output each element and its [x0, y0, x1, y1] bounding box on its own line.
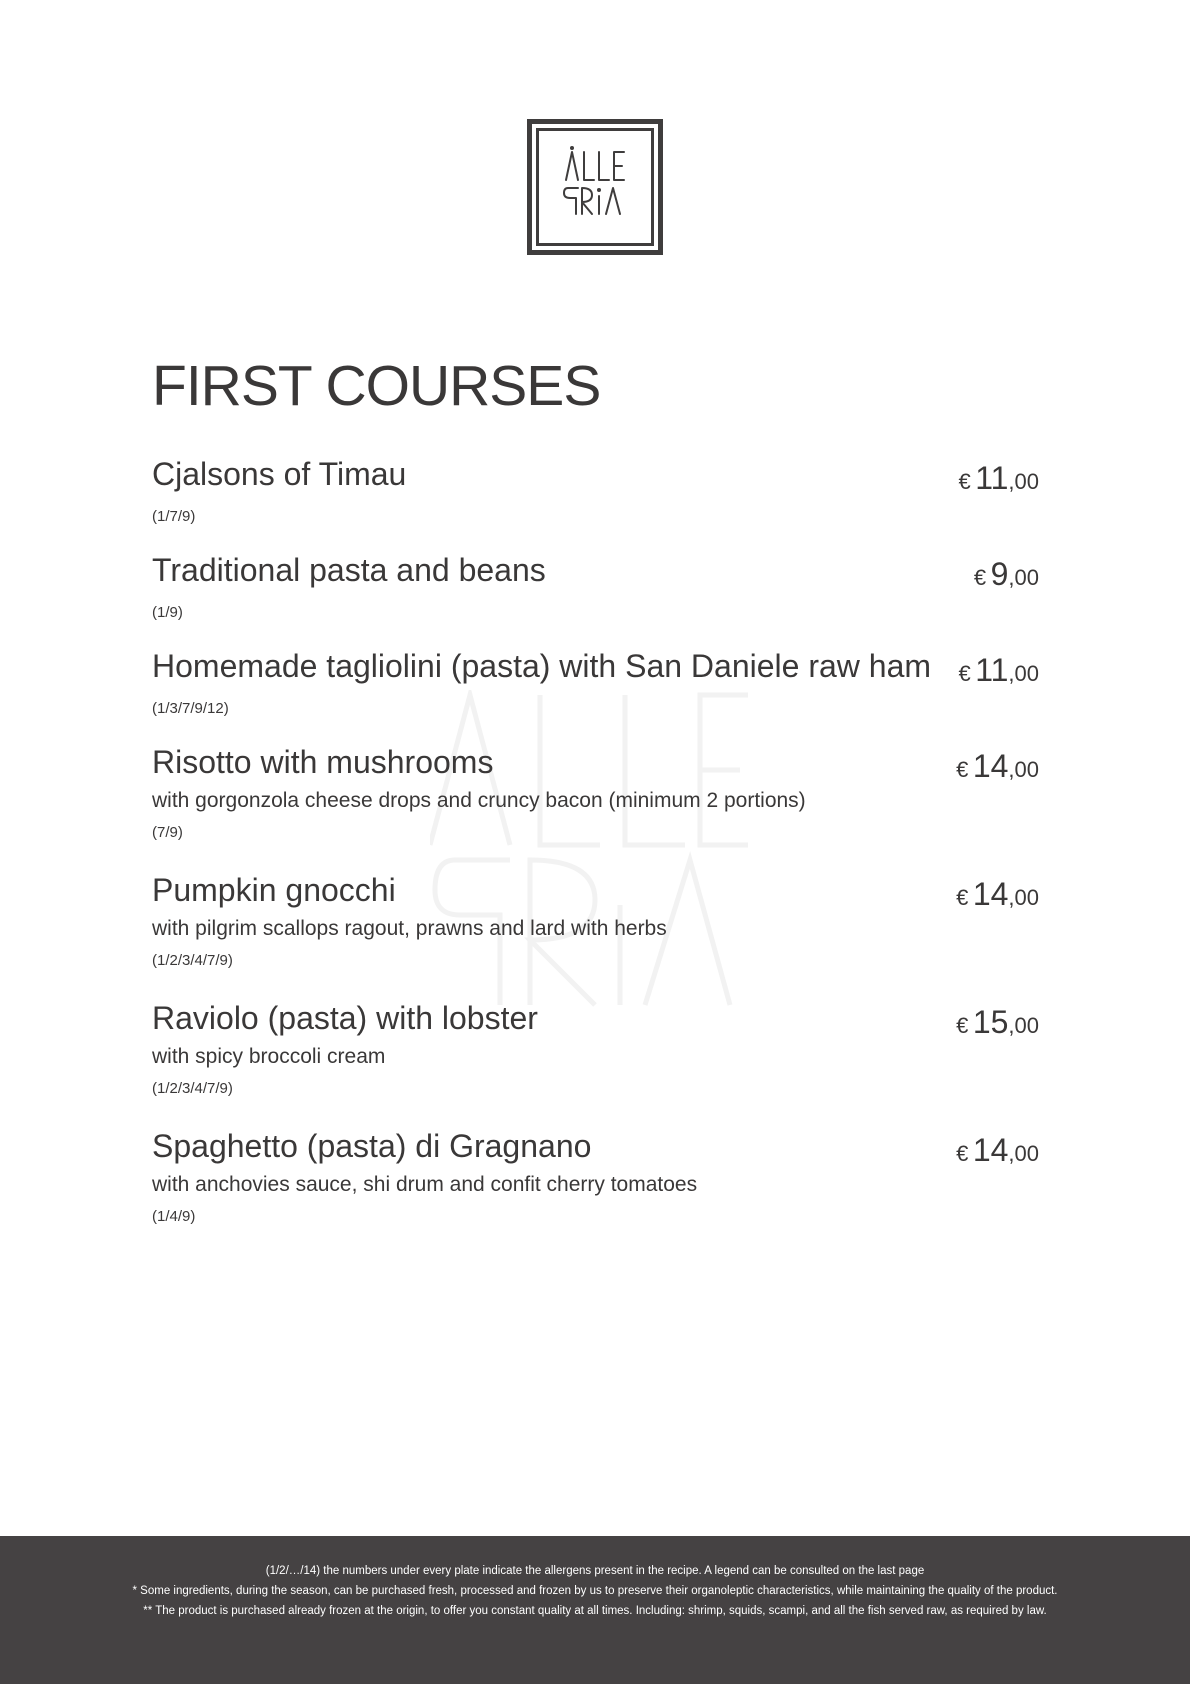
- currency-symbol: €: [973, 565, 987, 590]
- item-price: [958, 652, 1039, 689]
- price-integer: 15: [972, 1004, 1009, 1040]
- footer-notes: [0, 1536, 1190, 1684]
- price-integer: 9: [990, 556, 1009, 592]
- item-description: with anchovies sauce, shi drum and confit cherry tomatoes: [152, 1173, 698, 1196]
- item-price: [956, 1132, 1039, 1169]
- watermark-logo: [430, 690, 750, 1010]
- item-price: [974, 556, 1039, 593]
- currency-symbol: €: [956, 1013, 969, 1038]
- item-price: [958, 460, 1039, 497]
- price-decimal: ,00: [1008, 757, 1039, 782]
- footer-allergen-note: (1/2/…/14) the numbers under every plate indicate the allergens present in the recipe. A legend can be consulted on the last page: [265, 1565, 925, 1577]
- price-decimal: ,00: [1008, 661, 1039, 686]
- price-decimal: ,00: [1008, 1141, 1039, 1166]
- item-name: Homemade tagliolini (pasta) with San Daniele raw ham: [152, 648, 932, 684]
- item-price: [956, 748, 1039, 785]
- item-allergens: (1/4/9): [152, 1208, 196, 1225]
- item-price: [956, 1004, 1039, 1041]
- currency-symbol: €: [956, 757, 969, 782]
- item-name: Cjalsons of Timau: [152, 456, 407, 492]
- currency-symbol: €: [958, 661, 971, 686]
- item-name: Raviolo (pasta) with lobster: [152, 1000, 538, 1036]
- price-decimal: ,00: [1008, 565, 1039, 590]
- item-description: with spicy broccoli cream: [152, 1045, 386, 1068]
- price-integer: 14: [972, 1132, 1009, 1168]
- price-integer: 11: [975, 460, 1009, 496]
- restaurant-logo: [527, 119, 663, 255]
- footer-origin-frozen-note: ** The product is purchased already frozen at the origin, to offer you constant quality at all times. Including: shrimp, squids, scampi, and all the fish served raw, as required by law.: [143, 1605, 1047, 1617]
- price-integer: 14: [972, 876, 1009, 912]
- item-name: Traditional pasta and beans: [152, 552, 546, 588]
- price-decimal: ,00: [1008, 469, 1039, 494]
- price-decimal: ,00: [1008, 1013, 1039, 1038]
- currency-symbol: €: [958, 469, 971, 494]
- item-allergens: (1/2/3/4/7/9): [152, 1080, 233, 1097]
- item-allergens: (1/2/3/4/7/9): [152, 952, 233, 969]
- item-allergens: (1/7/9): [152, 508, 196, 525]
- item-price: [956, 876, 1039, 913]
- item-description: with pilgrim scallops ragout, prawns and lard with herbs: [152, 917, 667, 940]
- logo-lettering: [532, 124, 658, 250]
- item-name: Risotto with mushrooms: [152, 744, 494, 780]
- price-integer: 14: [972, 748, 1009, 784]
- price-integer: 11: [975, 652, 1009, 688]
- section-title: FIRST COURSES: [152, 354, 601, 418]
- item-allergens: (1/9): [152, 604, 183, 621]
- item-allergens: (1/3/7/9/12): [152, 700, 229, 717]
- footer-frozen-note: * Some ingredients, during the season, can be purchased fresh, processed and frozen by us to preserve their organoleptic characteristics, while maintaining the quality of the product.: [132, 1585, 1058, 1597]
- currency-symbol: €: [956, 1141, 969, 1166]
- item-description: with gorgonzola cheese drops and cruncy bacon (minimum 2 portions): [152, 789, 806, 812]
- item-allergens: (7/9): [152, 824, 183, 841]
- item-name: Pumpkin gnocchi: [152, 872, 396, 908]
- currency-symbol: €: [956, 885, 969, 910]
- price-decimal: ,00: [1008, 885, 1039, 910]
- item-name: Spaghetto (pasta) di Gragnano: [152, 1128, 592, 1164]
